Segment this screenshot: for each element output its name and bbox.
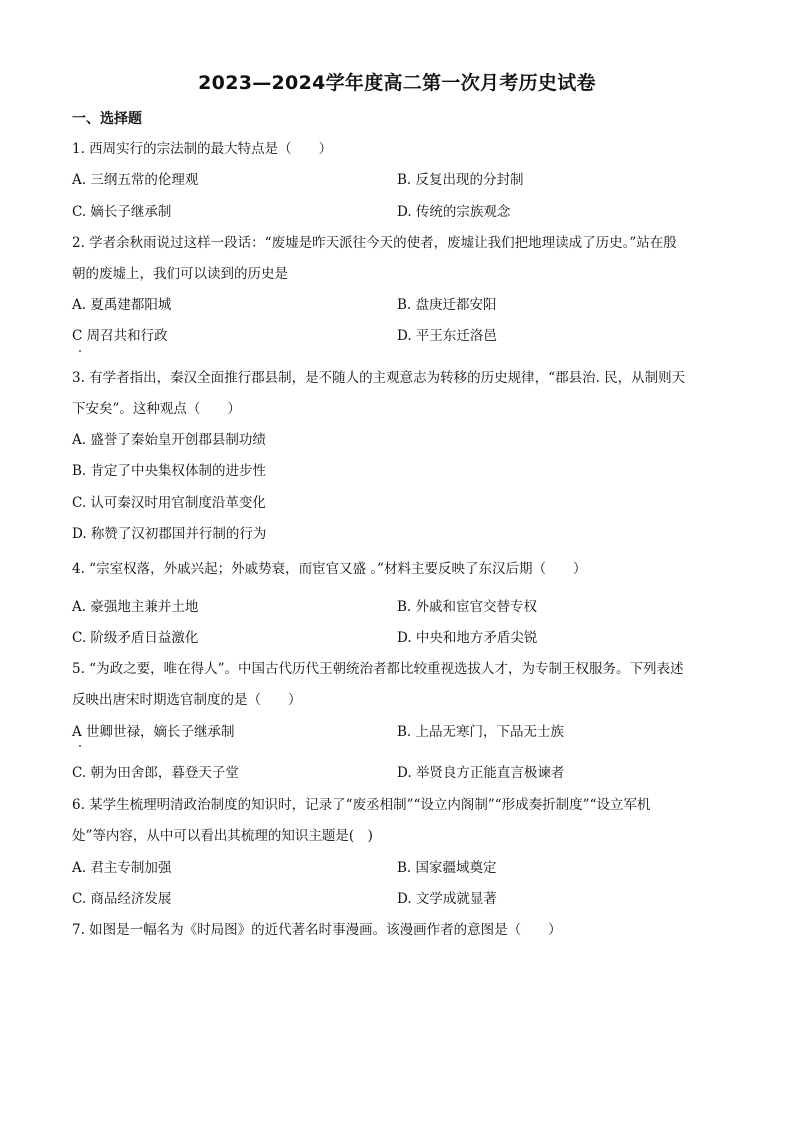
question-2-stem-line-2: 朝的废墟上，我们可以读到的历史是 <box>72 266 288 282</box>
question-1-option-b: B. 反复出现的分封制 <box>397 172 524 188</box>
question-6-option-a: A. 君主专制加强 <box>72 860 172 876</box>
stray-dot-mark <box>79 350 81 352</box>
stray-dot-mark <box>79 745 81 747</box>
question-6-option-c: C. 商品经济发展 <box>72 891 172 907</box>
question-2-option-b: B. 盘庚迁都安阳 <box>397 297 497 313</box>
section-heading: 一、选择题 <box>72 111 142 127</box>
question-7-stem: 7. 如图是一幅名为《时局图》的近代著名时事漫画。该漫画作者的意图是（ ） <box>72 922 562 938</box>
question-1-stem: 1. 西周实行的宗法制的最大特点是（ ） <box>72 141 333 157</box>
question-6-stem-line-2: 处”等内容，从中可以看出其梳理的知识主题是( ) <box>72 828 373 844</box>
question-2-option-a: A. 夏禹建都阳城 <box>72 297 172 313</box>
question-1-option-c: C. 嫡长子继承制 <box>72 204 172 220</box>
question-4-option-d: D. 中央和地方矛盾尖锐 <box>397 630 538 646</box>
question-2-option-d: D. 平王东迁洛邑 <box>397 328 497 344</box>
question-6-option-b: B. 国家疆域奠定 <box>397 860 497 876</box>
question-5-stem-line-2: 反映出唐宋时期选官制度的是（ ） <box>72 692 302 708</box>
question-5-option-a: A 世卿世禄，嫡长子继承制 <box>72 724 235 740</box>
question-4-option-b: B. 外戚和宦官交替专权 <box>397 599 538 615</box>
exam-title: 2023—2024学年度高二第一次月考历史试卷 <box>198 72 596 94</box>
question-3-option-d: D. 称赞了汉初郡国并行制的行为 <box>72 526 267 542</box>
question-4-stem: 4. “宗室权落，外戚兴起；外戚势衰，而宦官又盛 。”材料主要反映了东汉后期（ ） <box>72 561 587 577</box>
question-2-stem-line-1: 2. 学者余秋雨说过这样一段话：“废墟是昨天派往今天的使者，废墟让我们把地理读成了历史。”站在殷 <box>72 235 677 251</box>
question-3-option-c: C. 认可秦汉时用官制度沿革变化 <box>72 495 266 511</box>
question-4-option-c: C. 阶级矛盾日益激化 <box>72 630 199 646</box>
question-5-option-d: D. 举贤良方正能直言极谏者 <box>397 765 565 781</box>
question-3-option-b: B. 肯定了中央集权体制的进步性 <box>72 463 267 479</box>
question-5-stem-line-1: 5. “为政之要，唯在得人”。中国古代历代王朝统治者都比较重视选拔人才，为专制王权服务。下列表述 <box>72 661 684 677</box>
question-4-option-a: A. 豪强地主兼并土地 <box>72 599 199 615</box>
question-2-option-c: C 周召共和行政 <box>72 328 168 344</box>
question-6-option-d: D. 文学成就显著 <box>397 891 497 907</box>
question-5-option-c: C. 朝为田舍郎，暮登天子堂 <box>72 765 239 781</box>
question-3-stem-line-2: 下安矣”。这种观点（ ） <box>72 401 241 417</box>
question-3-stem-line-1: 3. 有学者指出，秦汉全面推行郡县制，是不随人的主观意志为转移的历史规律，“郡县治. 民，从制则天 <box>72 370 686 386</box>
question-5-option-b: B. 上品无寒门，下品无士族 <box>397 724 565 740</box>
question-6-stem-line-1: 6. 某学生梳理明清政治制度的知识时，记录了“废丞相制”“设立内阁制”“形成奏折制度”“设立军机 <box>72 797 651 813</box>
question-1-option-d: D. 传统的宗族观念 <box>397 204 511 220</box>
question-1-option-a: A. 三纲五常的伦理观 <box>72 172 199 188</box>
question-3-option-a: A. 盛誉了秦始皇开创郡县制功绩 <box>72 432 266 448</box>
